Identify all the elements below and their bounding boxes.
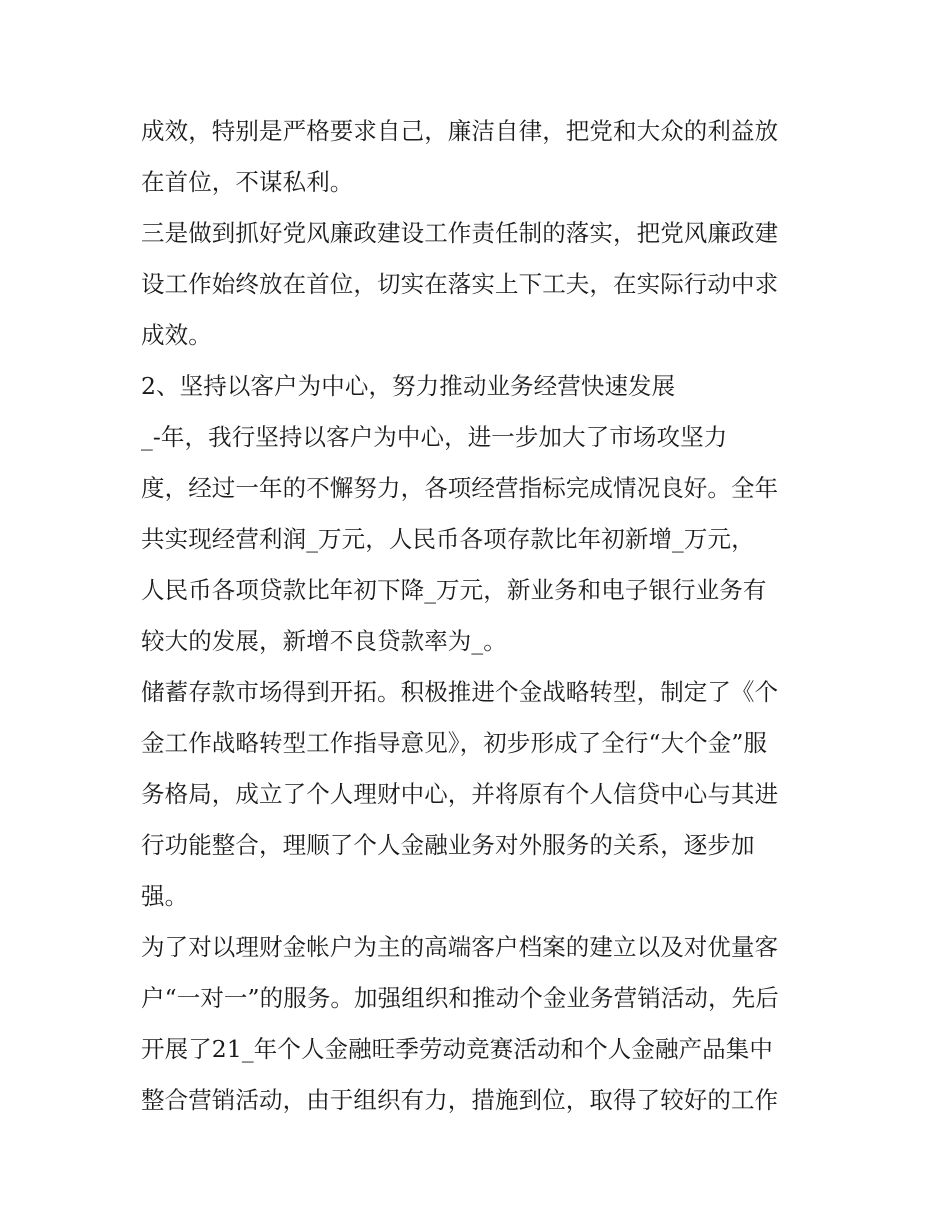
text-line: 务格局，成立了个人理财中心，并将原有个人信贷中心与其进 xyxy=(141,780,779,808)
text-line: 行功能整合，理顺了个人金融业务对外服务的关系，逐步加 xyxy=(141,831,755,859)
text-line: 度，经过一年的不懈努力，各项经营指标完成情况良好。全年 xyxy=(141,474,779,502)
document-body xyxy=(141,106,816,1126)
text-line: 储蓄存款市场得到开拓。积极推进个金战略转型，制定了《个 xyxy=(141,678,779,706)
section-heading: 2、坚持以客户为中心，努力推动业务经营快速发展 xyxy=(141,372,676,400)
text-line: 共实现经营利润_万元，人民币各项存款比年初新增_万元， xyxy=(141,525,755,553)
text-line: 金工作战略转型工作指导意见》，初步形成了全行“大个金”服 xyxy=(141,729,768,757)
text-line: 较大的发展，新增不良贷款率为_。 xyxy=(141,627,507,655)
text-line: 设工作始终放在首位，切实在落实上下工夫，在实际行动中求 xyxy=(141,270,779,298)
text-line: 强。 xyxy=(141,882,189,910)
text-line: 为了对以理财金帐户为主的高端客户档案的建立以及对优量客 xyxy=(141,933,779,961)
text-line: _-年，我行坚持以客户为中心，进一步加大了市场攻坚力 xyxy=(141,423,728,451)
text-line: 成效。 xyxy=(141,321,212,349)
text-line: 人民币各项贷款比年初下降_万元，新业务和电子银行业务有 xyxy=(141,576,767,604)
text-line: 成效，特别是严格要求自己，廉洁自律，把党和大众的利益放 xyxy=(141,117,779,145)
text-line: 整合营销活动，由于组织有力，措施到位，取得了较好的工作 xyxy=(141,1086,779,1114)
text-line: 三是做到抓好党风廉政建设工作责任制的落实，把党风廉政建 xyxy=(141,219,779,247)
text-line: 户“一对一”的服务。加强组织和推动个金业务营销活动，先后 xyxy=(141,984,779,1012)
text-line: 开展了21_年个人金融旺季劳动竞赛活动和个人金融产品集中 xyxy=(141,1035,773,1063)
text-line: 在首位，不谋私利。 xyxy=(141,168,354,196)
